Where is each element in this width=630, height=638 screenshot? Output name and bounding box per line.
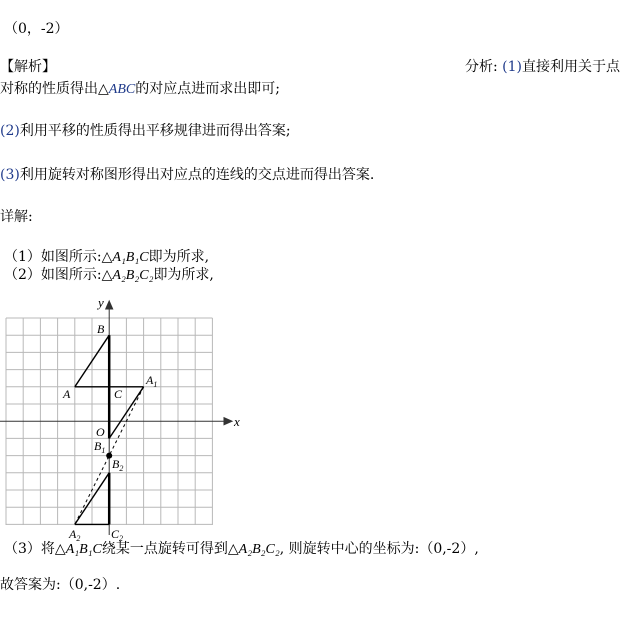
step1-number: (1) [502, 59, 522, 75]
step1-tail: 直接利用关于点 [522, 59, 620, 75]
triangle-abc-label: ABC [108, 82, 136, 97]
triangle-a1b1c-label: A₁B₁C [112, 250, 149, 265]
label-B1: $B_1$ [94, 439, 106, 455]
axes [0, 301, 232, 535]
triangle-a1b1c-label-2: A₁B₁C [65, 542, 102, 557]
analysis-line-3 [0, 166, 374, 184]
label-A1: $A_1$ [146, 373, 158, 389]
solution-2-b: 即为所求, [153, 267, 214, 283]
analysis-line-1-b: 的对应点进而求出即可; [135, 81, 280, 97]
analysis-line-1-a: 对称的性质得出△ [0, 81, 109, 97]
x-axis-label: x [234, 414, 240, 429]
label-B: B [97, 322, 105, 336]
label-A2: $A_2$ [69, 527, 81, 543]
final-answer: 故答案为:（0,-2）. [0, 577, 121, 593]
solution-1-a: （1）如图所示:△ [4, 249, 113, 265]
answer-top: （0，-2） [4, 21, 69, 37]
label-B2: $B_2$ [112, 457, 124, 473]
triangle-a2b2c2-label-2: A₂B₂C₂ [238, 542, 280, 557]
step2-number: (2) [0, 123, 20, 139]
label-C2: $C_2$ [111, 527, 124, 543]
analysis-intro [465, 58, 620, 76]
analysis-line-1 [0, 80, 280, 99]
y-axis-label: y [98, 295, 104, 310]
label-C: C [114, 387, 123, 401]
solution-1-b: 即为所求, [148, 249, 210, 265]
analysis-prefix: 分析: [464, 59, 498, 75]
y-axis-arrow-icon [106, 301, 113, 309]
solution-3-a: （3）将△ [4, 541, 66, 557]
analysis-bracket-label: 【解析】 [0, 59, 56, 75]
solution-2-a: （2）如图所示:△ [4, 267, 113, 283]
solution-3-b: 绕某一点旋转可得到△ [101, 541, 239, 557]
step2-text: 利用平移的性质得出平移规律进而得出答案; [19, 123, 291, 139]
solution-3-c: , 则旋转中心的坐标为:（0,-2）, [279, 541, 479, 557]
label-A: A [63, 387, 71, 401]
triangle-a2b2c2-label: A₂B₂C₂ [112, 268, 154, 283]
solution-part-1 [4, 248, 209, 267]
label-O: O [96, 425, 105, 439]
x-axis-arrow-icon [224, 418, 232, 425]
step3-text: 利用旋转对称图形得出对应点的连线的交点进而得出答案. [19, 167, 375, 183]
coordinate-figure [0, 295, 250, 545]
solution-part-3 [4, 540, 479, 559]
solution-part-2 [4, 266, 214, 285]
analysis-line-2 [0, 122, 291, 140]
step3-number: (3) [0, 167, 20, 183]
detail-label: 详解: [0, 209, 33, 225]
